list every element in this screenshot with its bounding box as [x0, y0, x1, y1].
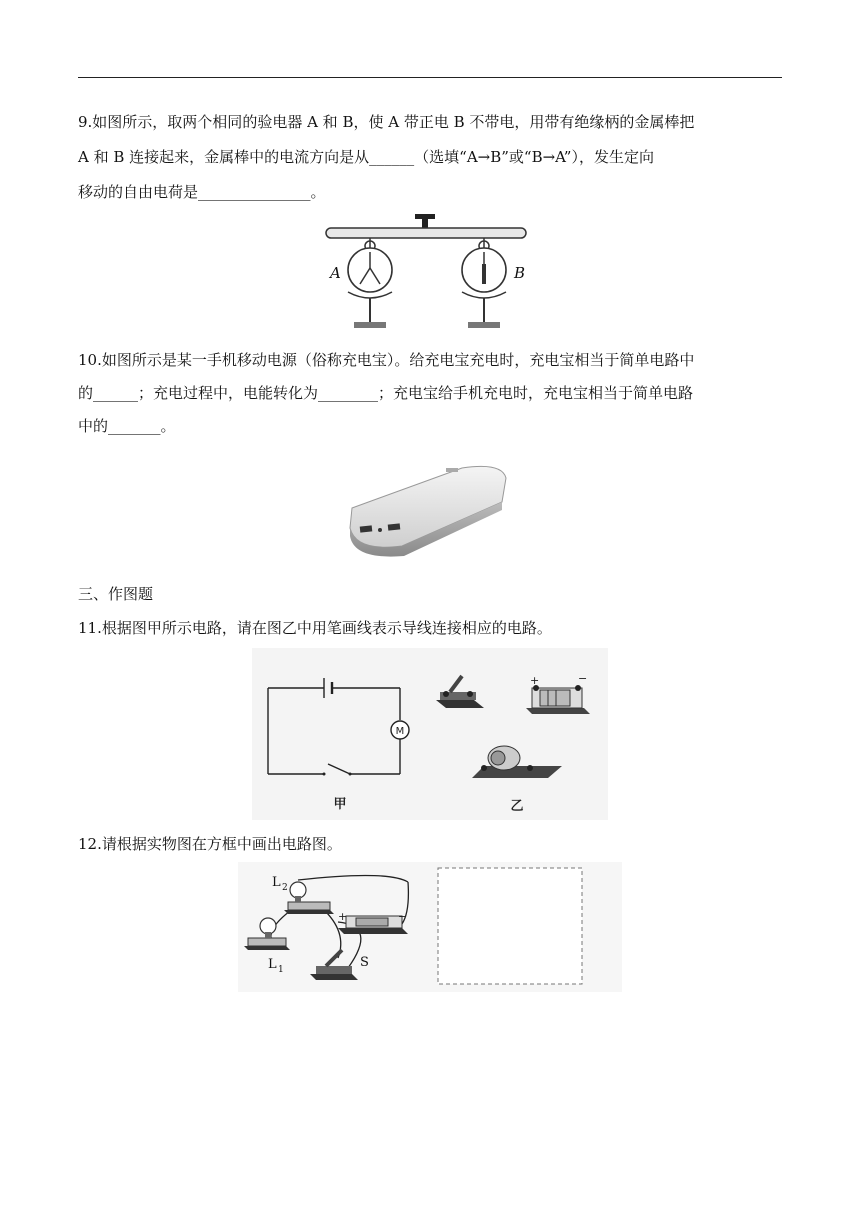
- label-l2-sub: 2: [282, 883, 288, 893]
- answer-box: [438, 868, 582, 984]
- label-yi: 乙: [510, 799, 524, 814]
- motor-symbol: M: [395, 726, 405, 737]
- label-l1: L: [268, 957, 277, 972]
- header-rule: [78, 77, 782, 78]
- label-b: B: [514, 264, 526, 282]
- q9-line-3: 移动的自由电荷是_______________。: [78, 183, 326, 201]
- electroscope-figure: [318, 208, 538, 336]
- q9-line-2: A 和 B 连接起来，金属棒中的电流方向是从______（选填“A→B”或“B→A”），发生定向: [78, 148, 654, 166]
- q12-figure: [238, 862, 622, 992]
- q10-line-3: 中的_______。: [78, 417, 176, 435]
- battery-minus: −: [578, 672, 588, 685]
- q10-line-2: 的______；充电过程中，电能转化为________；充电宝给手机充电时，充电宝相当于简单电路: [78, 384, 694, 402]
- label-a: A: [330, 264, 341, 282]
- label-jia: 甲: [333, 797, 347, 812]
- section-3-title: 三、作图题: [78, 585, 154, 603]
- q12-text: 12.请根据实物图在方框中画出电路图。: [78, 835, 342, 853]
- battery-minus-12: −: [398, 910, 408, 923]
- q10-line-1: 10.如图所示是某一手机移动电源（俗称充电宝）。给充电宝充电时，充电宝相当于简单电路中: [78, 351, 695, 369]
- power-bank-image: [342, 448, 514, 568]
- battery-plus: +: [530, 674, 540, 687]
- label-l1-sub: 1: [278, 965, 284, 975]
- label-l2: L: [272, 875, 281, 890]
- battery-plus-12: +: [338, 910, 348, 923]
- label-s: S: [360, 955, 369, 970]
- q11-figure: [252, 648, 608, 820]
- q11-text: 11.根据图甲所示电路，请在图乙中用笔画线表示导线连接相应的电路。: [78, 619, 552, 637]
- q9-line-1: 9.如图所示，取两个相同的验电器 A 和 B，使 A 带正电 B 不带电，用带有绝缘柄的金属棒把: [78, 113, 695, 131]
